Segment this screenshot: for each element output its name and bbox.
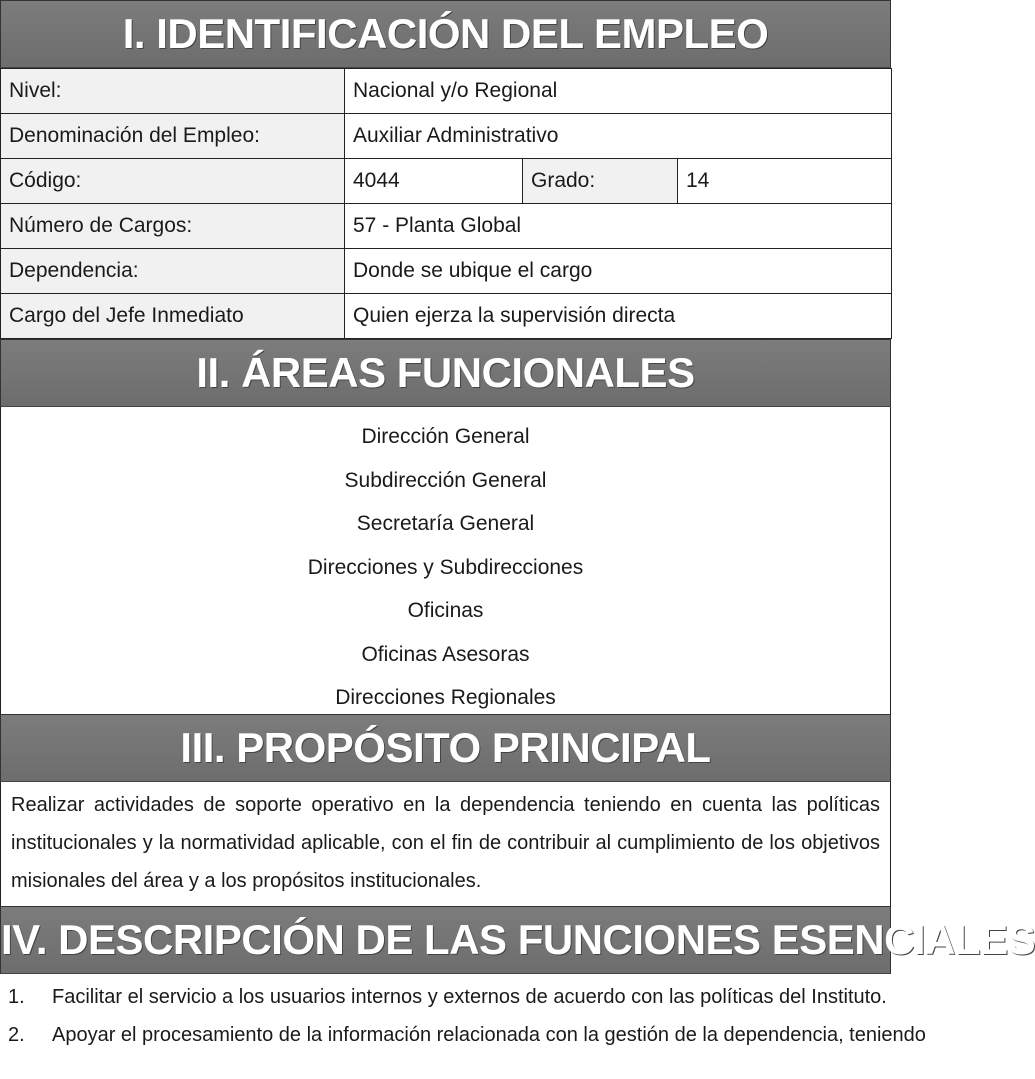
identificacion-table (0, 68, 892, 339)
funcion-number: 2. (8, 1024, 25, 1046)
grado-label: Grado: (523, 159, 678, 204)
jefe-label: Cargo del Jefe Inmediato (1, 294, 345, 339)
proposito-text: Realizar actividades de soporte operativo en la dependencia teniendo en cuenta las políticas institucionales y la normatividad aplicable, con el fin de contribuir al cumplimiento de los objetivos misionales del área y a los propósitos institucionales. (0, 782, 891, 906)
funcion-number: 1. (8, 986, 25, 1008)
section-header-areas: II. ÁREAS FUNCIONALES (0, 339, 891, 407)
denominacion-label: Denominación del Empleo: (1, 114, 345, 159)
area-item: Subdirección General (344, 468, 547, 492)
dependencia-label: Dependencia: (1, 249, 345, 294)
area-item: Oficinas (407, 599, 484, 622)
list-item (8, 1016, 926, 1054)
funcion-text: Apoyar el procesamiento de la información relacionada con la gestión de la dependencia, teniendo (52, 1024, 926, 1046)
table-row (1, 114, 892, 159)
nivel-value: Nacional y/o Regional (345, 69, 892, 114)
grado-value: 14 (678, 159, 892, 204)
funciones-list (0, 974, 926, 1054)
table-row (1, 159, 892, 204)
table-row (1, 249, 892, 294)
section-header-funciones: IV. DESCRIPCIÓN DE LAS FUNCIONES ESENCIALES (0, 906, 891, 974)
cargos-label: Número de Cargos: (1, 204, 345, 249)
nivel-label: Nivel: (1, 69, 345, 114)
table-row (1, 69, 892, 114)
codigo-value: 4044 (345, 159, 523, 204)
cargos-value: 57 - Planta Global (345, 204, 892, 249)
section-header-identificacion: I. IDENTIFICACIÓN DEL EMPLEO (0, 0, 891, 68)
area-item: Direcciones Regionales (335, 686, 556, 709)
area-item: Oficinas Asesoras (361, 642, 530, 666)
denominacion-value: Auxiliar Administrativo (345, 114, 892, 159)
areas-list (0, 407, 891, 714)
codigo-label: Código: (1, 159, 345, 204)
area-item: Direcciones y Subdirecciones (307, 555, 584, 579)
list-item (8, 978, 891, 1016)
table-row (1, 294, 892, 339)
jefe-value: Quien ejerza la supervisión directa (345, 294, 892, 339)
table-row (1, 204, 892, 249)
dependencia-value: Donde se ubique el cargo (345, 249, 892, 294)
area-item: Dirección General (361, 425, 530, 448)
area-item: Secretaría General (356, 512, 535, 535)
funcion-text: Facilitar el servicio a los usuarios internos y externos de acuerdo con las políticas del Instituto. (52, 986, 887, 1008)
section-header-proposito: III. PROPÓSITO PRINCIPAL (0, 714, 891, 782)
